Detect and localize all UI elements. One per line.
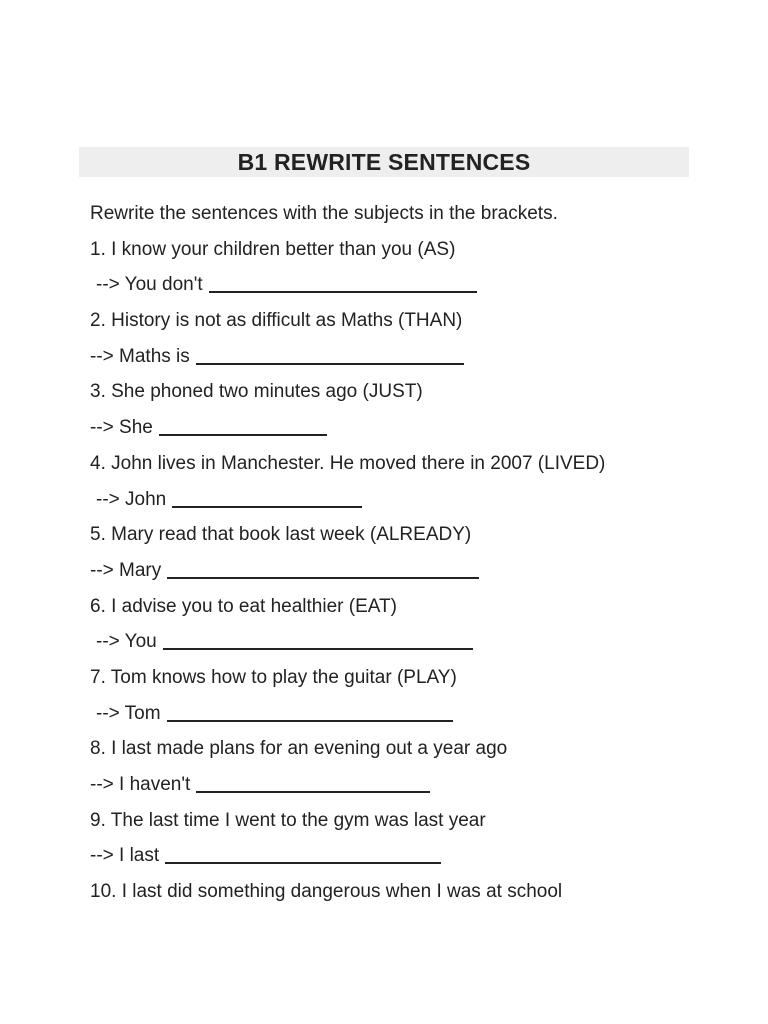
answer-line <box>90 410 750 446</box>
answer-line <box>90 267 750 303</box>
answer-blank[interactable] <box>167 700 453 722</box>
answer-blank[interactable] <box>159 414 327 436</box>
answer-lead-text: --> You <box>96 631 157 653</box>
answer-line <box>90 624 750 660</box>
answer-lead-text: --> Maths is <box>90 345 190 367</box>
exercise-prompt: 8. I last made plans for an evening out a year ago <box>90 738 508 760</box>
answer-lead-text: --> Tom <box>96 702 161 724</box>
answer-line <box>90 767 750 803</box>
answer-blank[interactable] <box>165 842 441 864</box>
page-title: B1 REWRITE SENTENCES <box>237 148 531 175</box>
exercise-prompt: 5. Mary read that book last week (ALREADY) <box>90 524 472 546</box>
exercise-prompt: 6. I advise you to eat healthier (EAT) <box>90 595 397 617</box>
exercise-list <box>90 232 750 910</box>
answer-blank[interactable] <box>172 486 362 508</box>
answer-line <box>90 838 750 874</box>
answer-line <box>90 553 750 589</box>
answer-blank[interactable] <box>209 271 477 293</box>
answer-lead-text: --> I last <box>90 845 160 867</box>
exercise-prompt: 1. I know your children better than you (AS) <box>90 238 456 260</box>
answer-line <box>90 339 750 375</box>
exercise-prompt: 2. History is not as difficult as Maths (THAN) <box>90 310 463 332</box>
answer-line <box>90 696 750 732</box>
answer-blank[interactable] <box>163 628 473 650</box>
answer-lead-text: --> I haven't <box>90 774 191 795</box>
exercise-prompt: 9. The last time I went to the gym was last year <box>90 809 486 831</box>
exercise-prompt: 4. John lives in Manchester. He moved there in 2007 (LIVED) <box>90 452 606 474</box>
answer-lead-text: --> You don't <box>96 274 203 296</box>
answer-blank[interactable] <box>196 343 464 365</box>
answer-line <box>90 482 750 518</box>
answer-blank[interactable] <box>167 557 479 579</box>
worksheet-content <box>90 196 750 910</box>
answer-lead-text: --> Mary <box>90 559 162 581</box>
exercise-prompt: 10. I last did something dangerous when I was at school <box>90 881 563 903</box>
answer-lead-text: --> She <box>90 417 153 439</box>
instruction-text: Rewrite the sentences with the subjects in the brackets. <box>90 203 558 224</box>
exercise-prompt: 7. Tom knows how to play the guitar (PLAY) <box>90 666 457 688</box>
answer-lead-text: --> John <box>96 488 167 510</box>
answer-blank[interactable] <box>196 771 430 793</box>
exercise-prompt: 3. She phoned two minutes ago (JUST) <box>90 381 423 403</box>
title-bar <box>79 147 689 177</box>
